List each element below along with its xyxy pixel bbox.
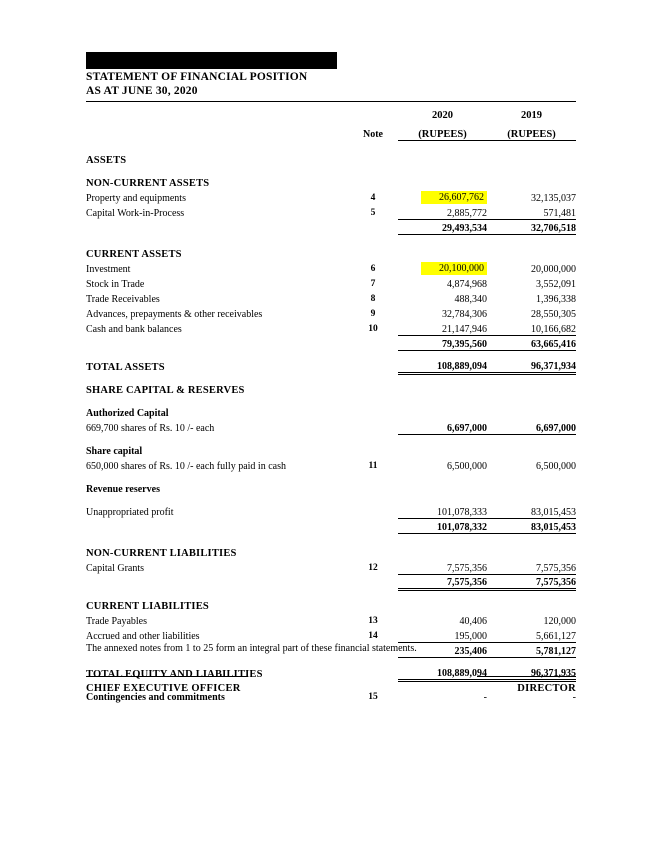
- table-header-row-2: [86, 121, 576, 140]
- row-value-2019-accrued: 5,661,127: [487, 627, 576, 642]
- authorized-capital-heading: Authorized Capital: [86, 408, 169, 419]
- section-non-current-assets: [86, 174, 576, 189]
- subtotal-row-non-current-liabilities: [86, 574, 576, 589]
- contingencies-2019: -: [572, 692, 576, 703]
- table-row: [86, 204, 576, 219]
- row-value-2019-property: 32,135,037: [531, 193, 576, 204]
- row-label-paid-capital: 650,000 shares of Rs. 10 /- each fully paid in cash: [86, 461, 286, 472]
- table-row: [86, 503, 576, 518]
- row-note-trade-payables: 13: [368, 616, 378, 626]
- page-subtitle: AS AT JUNE 30, 2020: [86, 84, 198, 97]
- total-equity-2020: 108,889,094: [398, 665, 487, 680]
- row-value-2020-cwip: 2,885,772: [398, 204, 487, 219]
- row-value-2020-trade-payables: 40,406: [459, 616, 487, 627]
- row-label-trade-payables: Trade Payables: [86, 616, 148, 627]
- row-note-capital-grants: 12: [368, 563, 378, 573]
- subtotal-row-non-current-assets: [86, 219, 576, 234]
- subtotal-2020-current-assets: 79,395,560: [398, 335, 487, 350]
- subtotal-2019-reserves: 83,015,453: [487, 518, 576, 533]
- table-row: [86, 457, 576, 472]
- share-capital-sub-heading-row: [86, 442, 576, 457]
- row-note-advances: 9: [370, 309, 376, 319]
- subtotal-2019-current-assets: 63,665,416: [487, 335, 576, 350]
- section-share-capital: [86, 381, 576, 396]
- row-value-2020-accrued: 195,000: [398, 627, 487, 642]
- row-value-2019-receivables: 1,396,338: [536, 294, 576, 305]
- subtotal-row-reserves: [86, 518, 576, 533]
- row-label-property: Property and equipments: [86, 193, 186, 204]
- column-header-note: Note: [363, 129, 383, 140]
- row-value-2019-authorized: 6,697,000: [487, 419, 576, 434]
- director-signature: [477, 676, 576, 694]
- row-note-investment: 6: [370, 264, 376, 274]
- section-assets: [86, 151, 576, 166]
- table-row: [86, 559, 576, 574]
- row-value-2020-paid-capital: 6,500,000: [447, 461, 487, 472]
- section-non-current-liabilities: [86, 544, 576, 559]
- row-value-2019-stock: 3,552,091: [536, 279, 576, 290]
- director-label: DIRECTOR: [517, 683, 576, 694]
- subtotal-2019-current-liabilities: 5,781,127: [487, 642, 576, 657]
- share-capital-sub-heading: Share capital: [86, 446, 143, 457]
- contingencies-2020: -: [483, 692, 487, 703]
- financial-position-table: [86, 102, 576, 703]
- revenue-reserves-heading-row: [86, 480, 576, 495]
- row-label-authorized: 669,700 shares of Rs. 10 /- each: [86, 423, 215, 434]
- row-value-2020-investment: [398, 260, 487, 275]
- row-label-capital-grants: Capital Grants: [86, 563, 145, 574]
- row-value-2020-unappropriated: 101,078,333: [398, 503, 487, 518]
- total-assets-2019: 96,371,934: [487, 358, 576, 373]
- table-row: [86, 275, 576, 290]
- column-header-year-2020: 2020: [432, 110, 453, 121]
- row-value-2020-authorized: 6,697,000: [398, 419, 487, 434]
- table-row: [86, 419, 576, 434]
- row-note-stock: 7: [370, 279, 376, 289]
- non-current-assets-heading: NON-CURRENT ASSETS: [86, 178, 210, 189]
- share-capital-heading: SHARE CAPITAL & RESERVES: [86, 385, 245, 396]
- column-header-currency-2019: (RUPEES): [487, 121, 576, 140]
- row-label-unappropriated: Unappropriated profit: [86, 507, 174, 518]
- redacted-company-name-bar: [86, 52, 337, 69]
- table-row: [86, 260, 576, 275]
- table-header-row-1: [86, 102, 576, 121]
- row-value-2019-paid-capital: 6,500,000: [536, 461, 576, 472]
- table-row: [86, 320, 576, 335]
- ceo-signature: [86, 676, 248, 694]
- statement-sheet: [86, 52, 576, 703]
- row-value-2020-capital-grants: 7,575,356: [398, 559, 487, 574]
- authorized-capital-heading-row: [86, 404, 576, 419]
- row-note-cwip: 5: [370, 208, 376, 218]
- row-label-cwip: Capital Work-in-Process: [86, 208, 185, 219]
- subtotal-2019-non-current-liabilities: 7,575,356: [487, 574, 576, 589]
- row-value-2019-cwip: 571,481: [487, 204, 576, 219]
- subtotal-row-current-assets: [86, 335, 576, 350]
- row-value-2019-investment: 20,000,000: [531, 264, 576, 275]
- section-current-assets: [86, 245, 576, 260]
- assets-heading: ASSETS: [86, 155, 127, 166]
- revenue-reserves-heading: Revenue reserves: [86, 484, 160, 495]
- highlight-investment-2020: 20,100,000: [421, 262, 487, 275]
- signature-block: [86, 676, 576, 702]
- subtotal-2020-non-current-liabilities: 7,575,356: [398, 574, 487, 589]
- highlight-property-2020: 26,607,762: [421, 191, 487, 204]
- row-note-receivables: 8: [370, 294, 376, 304]
- column-header-year-2019: 2019: [521, 110, 542, 121]
- non-current-liabilities-heading: NON-CURRENT LIABILITIES: [86, 548, 237, 559]
- row-label-receivables: Trade Receivables: [86, 294, 160, 305]
- row-label-stock: Stock in Trade: [86, 279, 145, 290]
- table-row: [86, 612, 576, 627]
- table-row: [86, 305, 576, 320]
- row-value-2020-stock: 4,874,968: [447, 279, 487, 290]
- total-assets-label: TOTAL ASSETS: [86, 362, 165, 373]
- row-note-paid-capital: 11: [368, 461, 378, 471]
- table-row: [86, 290, 576, 305]
- row-label-advances: Advances, prepayments & other receivables: [86, 309, 263, 320]
- header-spacer: [86, 102, 348, 121]
- row-value-2019-advances: 28,550,305: [531, 309, 576, 320]
- row-note-cash: 10: [368, 324, 378, 334]
- subtotal-2020-non-current-assets: 29,493,534: [398, 219, 487, 234]
- total-assets-row: [86, 358, 576, 373]
- row-note-authorized: [348, 419, 398, 434]
- row-label-cash: Cash and bank balances: [86, 324, 182, 335]
- subtotal-2019-non-current-assets: 32,706,518: [487, 219, 576, 234]
- table-row: [86, 189, 576, 204]
- row-value-2019-unappropriated: 83,015,453: [487, 503, 576, 518]
- page-title: STATEMENT OF FINANCIAL POSITION: [86, 71, 308, 83]
- row-value-2019-capital-grants: 7,575,356: [487, 559, 576, 574]
- spacer: [86, 140, 576, 151]
- annexed-notes-text: The annexed notes from 1 to 25 form an integral part of these financial statements.: [86, 643, 417, 654]
- total-assets-2020: 108,889,094: [398, 358, 487, 373]
- subtotal-2020-reserves: 101,078,332: [398, 518, 487, 533]
- table-row: [86, 627, 576, 642]
- row-value-2020-advances: 32,784,306: [442, 309, 487, 320]
- row-value-2020-receivables: 488,340: [454, 294, 487, 305]
- current-liabilities-heading: CURRENT LIABILITIES: [86, 601, 209, 612]
- row-label-accrued: Accrued and other liabilities: [86, 631, 200, 642]
- row-note-unappropriated: [348, 503, 398, 518]
- total-equity-2019: 96,371,935: [487, 665, 576, 680]
- row-value-2020-cash: 21,147,946: [398, 320, 487, 335]
- column-header-currency-2020: (RUPEES): [398, 121, 487, 140]
- row-note-property: 4: [370, 193, 376, 203]
- contingencies-note: 15: [368, 692, 378, 702]
- row-note-accrued: 14: [368, 631, 378, 641]
- ceo-label: CHIEF EXECUTIVE OFFICER: [86, 683, 241, 694]
- contingencies-label: Contingencies and commitments: [86, 692, 225, 703]
- row-value-2019-trade-payables: 120,000: [543, 616, 576, 627]
- row-value-2020-property: [398, 189, 487, 204]
- total-equity-label: TOTAL EQUITY AND LIABILITIES: [86, 669, 263, 680]
- row-value-2019-cash: 10,166,682: [487, 320, 576, 335]
- row-label-investment: Investment: [86, 264, 131, 275]
- section-current-liabilities: [86, 597, 576, 612]
- header-spacer-2: [86, 121, 348, 140]
- current-assets-heading: CURRENT ASSETS: [86, 249, 182, 260]
- subtotal-2020-current-liabilities: 235,406: [398, 642, 487, 657]
